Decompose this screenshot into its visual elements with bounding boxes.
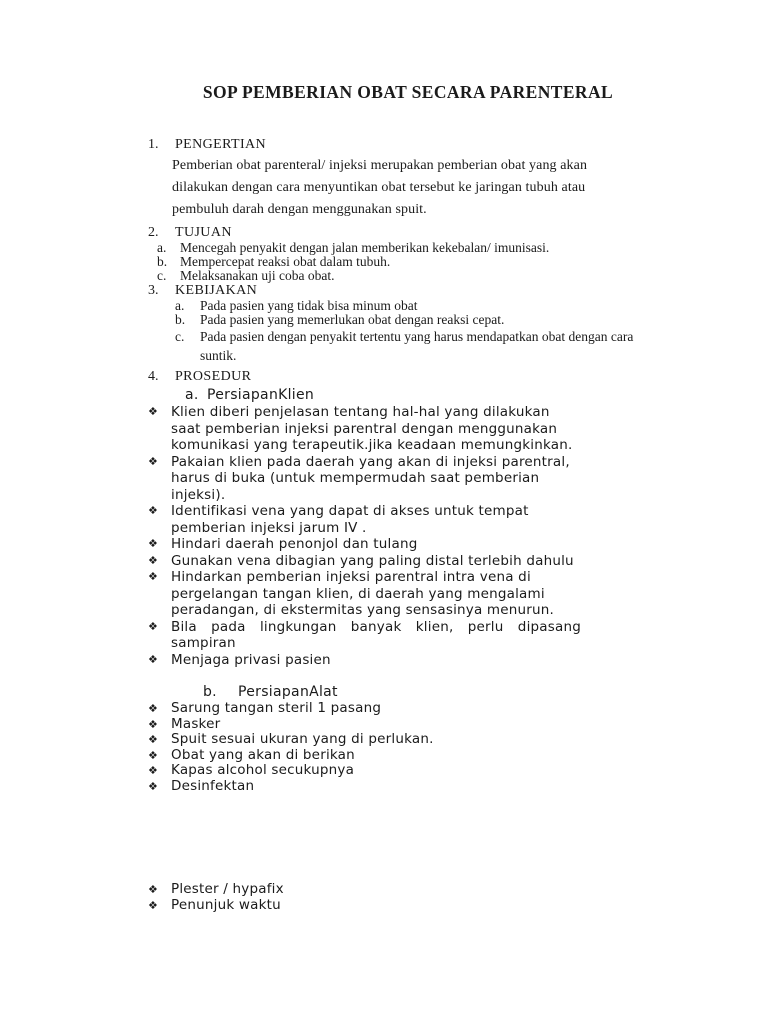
bullet-icon: ❖ [148,883,159,896]
bullet-icon: ❖ [148,619,159,633]
section-number: 2. [148,225,159,240]
bullet-icon: ❖ [148,570,159,583]
section-heading-row [148,225,668,241]
subsection-label: b. [203,684,217,700]
list-item [148,619,668,652]
item-text: Pada pasien yang memerlukan obat dengan reaksi cepat. [200,312,505,327]
bullet-text: Penunjuk waktu [171,896,281,913]
item-text: Pada pasien yang tidak bisa minum obat [200,298,418,313]
subsection-label: a. [185,387,199,403]
subsection-title: PersiapanKlien [207,387,315,403]
bullet-icon: ❖ [148,733,159,746]
bullet-icon: ❖ [148,454,159,468]
section-heading-row [148,283,668,299]
section-heading-row [148,369,668,385]
section-tujuan [148,225,668,283]
page-gap [148,794,668,882]
list-item [148,454,668,504]
list-item [148,898,668,914]
bullet-text: Identifikasi vena yang dapat di akses untuk tempat pemberian injeksi jarum IV . [171,503,529,536]
section-heading: PROSEDUR [175,369,252,384]
item-text: Melaksanakan uji coba obat. [180,268,335,283]
list-item [148,536,668,553]
item-text: Pada pasien dengan penyakit tertentu yang harus mendapatkan obat dengan cara suntik. [200,329,634,363]
bullet-text: Hindari daerah penonjol dan tulang [171,536,418,552]
item-text: Mencegah penyakit dengan jalan memberikan kekebalan/ imunisasi. [180,240,550,255]
persiapan-alat-bullet-list [148,701,668,794]
list-item [148,882,668,898]
section-prosedur [148,369,668,913]
page-title: SOP PEMBERIAN OBAT SECARA PARENTERAL [202,82,614,102]
bullet-icon: ❖ [148,504,159,517]
bullet-text: Obat yang akan di berikan [171,746,355,763]
bullet-text: Menjaga privasi pasien [171,651,331,668]
list-item [148,779,668,795]
list-item [148,404,668,454]
bullet-icon: ❖ [148,405,159,418]
list-item [148,763,668,779]
bullet-text: Kapas alcohol secukupnya [171,762,355,778]
section-heading-row [148,137,668,153]
list-item [148,299,668,313]
bullet-icon: ❖ [148,764,159,777]
section-number: 1. [148,137,159,152]
bullet-icon: ❖ [148,717,159,731]
bullet-text: Gunakan vena dibagian yang paling distal terlebih dahulu [171,552,574,569]
list-item [148,327,668,365]
bullet-icon: ❖ [148,702,159,715]
list-item [148,748,668,764]
bullet-icon: ❖ [148,748,159,762]
bullet-icon: ❖ [148,537,159,550]
list-item [148,255,668,269]
bullet-text: Plester / hypafix [171,881,284,897]
section-number: 4. [148,369,159,384]
subsection-title: PersiapanAlat [238,684,338,700]
bullet-text: Desinfektan [171,777,255,794]
section-pengertian [148,137,668,221]
list-item [148,313,668,327]
list-item [148,732,668,748]
section-heading: KEBIJAKAN [175,283,258,298]
bullet-text: Spuit sesuai ukuran yang di perlukan. [171,731,434,747]
section-number: 3. [148,283,159,298]
bullet-text: Bila pada lingkungan banyak klien, perlu dipasang sampiran [171,618,581,651]
item-label: b. [157,254,168,269]
item-label: a. [157,240,167,255]
item-text: Mempercepat reaksi obat dalam tubuh. [180,254,391,269]
subsection-persiapan-alat [203,684,668,700]
bullet-text: Pakaian klien pada daerah yang akan di injeksi parentral, harus di buka (untuk mempermudah saat pemberian injeksi). [171,453,570,503]
bullet-text: Sarung tangan steril 1 pasang [171,700,382,716]
bullet-icon: ❖ [148,553,159,567]
list-item [148,701,668,717]
item-label: c. [157,268,167,283]
item-label: c. [175,329,185,344]
bullet-text: Klien diberi penjelasan tentang hal-hal yang dilakukan saat pemberian injeksi parentral dengan menggunakan komunikasi yang terapeutik.jika keadaan memungkinkan. [171,404,573,453]
list-item [148,503,668,536]
persiapan-alat-continued-bullet-list [148,882,668,913]
section-kebijakan [148,283,668,365]
list-item [148,553,668,570]
bullet-text: Hindarkan pemberian injeksi parentral intra vena di pergelangan tangan klien, di daerah yang mengalami peradangan, di ekstermitas yang sensasinya menurun. [171,569,555,618]
list-item [148,269,668,283]
item-label: a. [175,298,185,313]
list-item [148,652,668,669]
section-heading: PENGERTIAN [175,137,267,152]
bullet-icon: ❖ [148,779,159,793]
list-item [148,717,668,733]
subsection-persiapan-klien [185,387,668,403]
bullet-icon: ❖ [148,652,159,666]
item-label: b. [175,312,186,327]
persiapan-klien-bullet-list [148,404,668,668]
list-item [148,569,668,619]
list-item [148,241,668,255]
bullet-icon: ❖ [148,898,159,912]
section-heading: TUJUAN [175,225,232,240]
bullet-text: Masker [171,715,221,732]
pengertian-body-text: Pemberian obat parenteral/ injeksi merupakan pemberian obat yang akan dilakukan dengan cara menyuntikan obat tersebut ke jaringan tubuh atau pembuluh darah dengan menggunakan spuit. [172,158,588,217]
